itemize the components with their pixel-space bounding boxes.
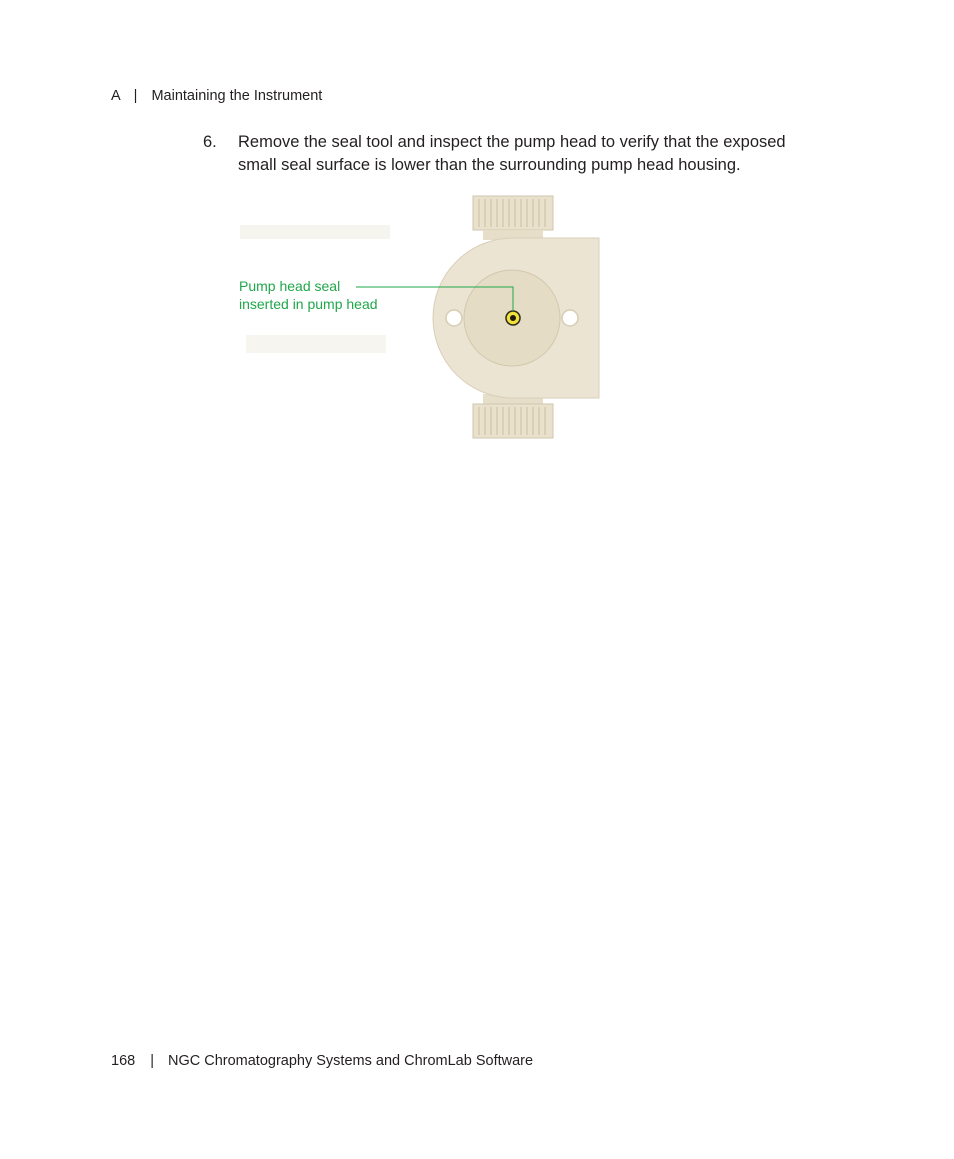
- footer-separator: |: [150, 1053, 154, 1069]
- background-smudge: [246, 335, 386, 353]
- seal-marker-center: [510, 315, 516, 321]
- mounting-hole-left: [446, 310, 462, 326]
- running-footer: [111, 1052, 533, 1070]
- mounting-hole-right: [562, 310, 578, 326]
- background-smudge: [240, 225, 390, 239]
- callout-line-2: inserted in pump head: [239, 296, 378, 312]
- running-header: [111, 87, 322, 105]
- bottom-fitting: [473, 394, 553, 438]
- step-text: Remove the seal tool and inspect the pump head to verify that the exposed small seal surface is lower than the surrounding pump head housing.: [238, 133, 786, 174]
- header-separator: |: [133, 88, 138, 104]
- pump-head-illustration: [236, 195, 600, 439]
- callout-line-1: Pump head seal: [239, 278, 341, 294]
- page-number: 168: [111, 1053, 136, 1069]
- section-title: Maintaining the Instrument: [151, 88, 323, 104]
- appendix-letter: A: [111, 88, 121, 104]
- document-title: NGC Chromatography Systems and ChromLab Software: [167, 1053, 534, 1069]
- step-number: 6.: [203, 133, 217, 151]
- top-fitting: [473, 196, 553, 240]
- figure-callout: [239, 277, 378, 313]
- pump-head-figure: [236, 195, 600, 439]
